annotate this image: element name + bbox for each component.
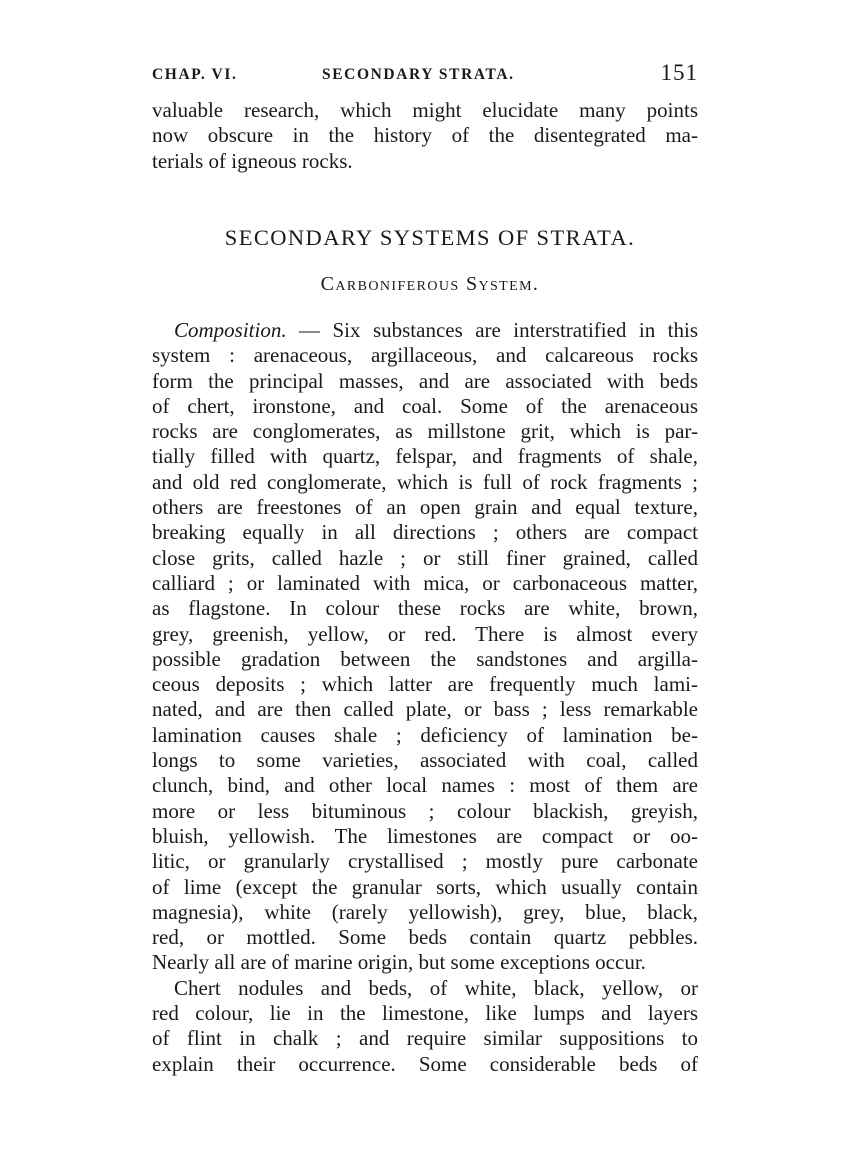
text-line: of flint in chalk ; and require similar suppositions to	[152, 1026, 698, 1051]
section-title: SECONDARY SYSTEMS OF STRATA.	[224, 225, 636, 250]
text-line: longs to some varieties, associated with coal, called	[152, 748, 698, 773]
text-line: Nearly all are of marine origin, but some exceptions occur.	[152, 950, 646, 975]
text-line: lamination causes shale ; deficiency of lamination be-	[152, 722, 698, 747]
composition-label: Composition.	[174, 318, 287, 342]
intro-paragraph	[152, 98, 698, 174]
text-line: now obscure in the history of the disentegrated ma-	[152, 123, 698, 148]
text-line: ceous deposits ; which latter are frequently much lami-	[152, 672, 698, 697]
chapter-label: CHAP. VI.	[152, 66, 238, 83]
text-line: form the principal masses, and are associated with beds	[152, 368, 698, 393]
text-line: others are freestones of an open grain and equal texture,	[152, 495, 698, 520]
text-line: of chert, ironstone, and coal. Some of the arenaceous	[152, 393, 698, 418]
text-line: breaking equally in all directions ; others are compact	[152, 520, 698, 545]
text-line: tially filled with quartz, felspar, and fragments of shale,	[152, 444, 698, 469]
text-line: bluish, yellowish. The limestones are compact or oo-	[152, 823, 698, 848]
running-title: SECONDARY STRATA.	[322, 66, 515, 83]
text-line: valuable research, which might elucidate many points	[152, 98, 698, 122]
text-line: terials of igneous rocks.	[152, 148, 353, 173]
text-line: nated, and are then called plate, or bass ; less remarkable	[152, 697, 698, 722]
text-line: explain their occurrence. Some considerable beds of	[152, 1051, 698, 1076]
text-line: Chert nodules and beds, of white, black, yellow, or	[174, 975, 698, 1000]
text-line: more or less bituminous ; colour blackish, greyish,	[152, 798, 698, 823]
composition-first-line	[152, 318, 698, 343]
running-header	[152, 62, 698, 90]
text-line: of lime (except the granular sorts, which usually contain	[152, 874, 698, 899]
text-line: rocks are conglomerates, as millstone grit, which is par-	[152, 419, 698, 444]
text-line: close grits, called hazle ; or still finer grained, called	[152, 545, 698, 570]
composition-paragraph	[152, 318, 698, 1077]
text-line: as flagstone. In colour these rocks are white, brown,	[152, 596, 698, 621]
text-line: system : arenaceous, argillaceous, and calcareous rocks	[152, 343, 698, 368]
text-line: calliard ; or laminated with mica, or carbonaceous matter,	[152, 570, 698, 595]
text-line: possible gradation between the sandstones and argilla-	[152, 646, 698, 671]
text-line: litic, or granularly crystallised ; mostly pure carbonate	[152, 849, 698, 874]
text-line: grey, greenish, yellow, or red. There is almost every	[152, 621, 698, 646]
text-line: magnesia), white (rarely yellowish), grey, blue, black,	[152, 899, 698, 924]
text-line: red colour, lie in the limestone, like lumps and layers	[152, 1001, 698, 1026]
text-line: red, or mottled. Some beds contain quartz pebbles.	[152, 925, 698, 950]
composition-first-line-text: — Six substances are interstratified in this	[286, 318, 698, 342]
page-number: 151	[660, 60, 698, 85]
subsection-title: Carboniferous System.	[320, 273, 540, 295]
text-line: and old red conglomerate, which is full of rock fragments ;	[152, 469, 698, 494]
text-line: clunch, bind, and other local names : most of them are	[152, 773, 698, 798]
